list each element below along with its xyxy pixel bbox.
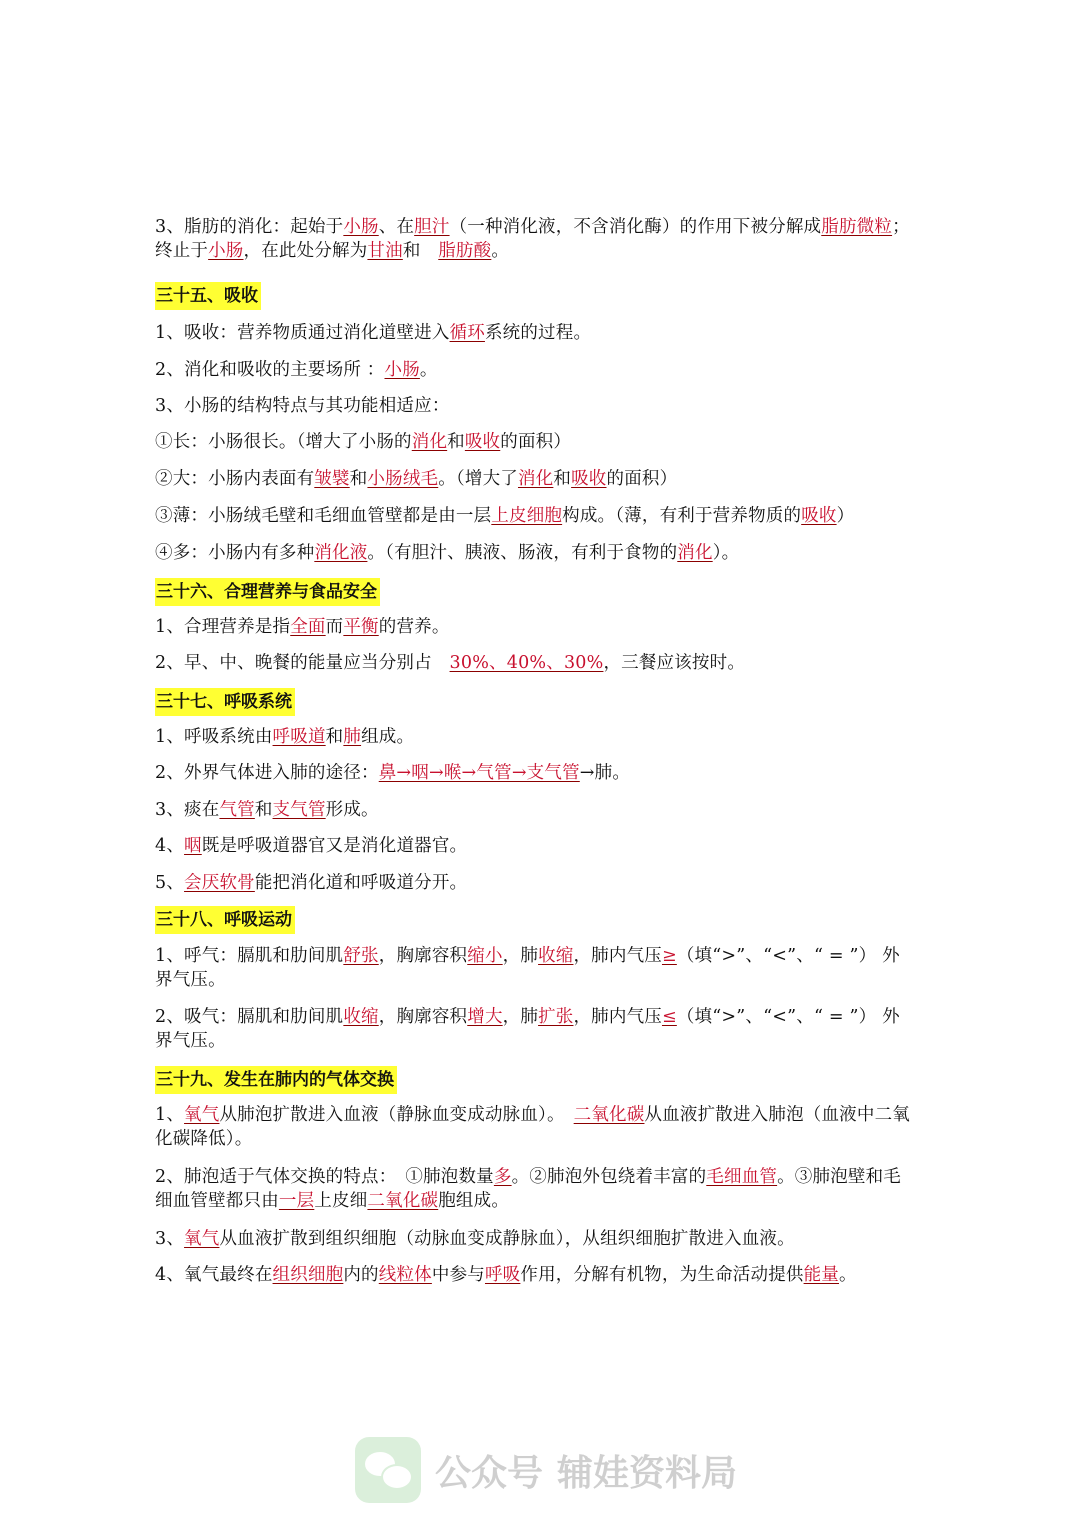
text: ，在此处分解为	[243, 241, 368, 261]
answer-blank: 舒张	[343, 946, 379, 966]
text: 从血液扩散进入肺泡（血液中二氧化碳降低）。	[155, 1105, 910, 1149]
paragraph	[155, 871, 917, 895]
text: 和	[254, 800, 273, 820]
answer-blank: 胆汁	[414, 217, 450, 237]
answer-blank: 能量	[803, 1265, 839, 1285]
answer-blank: 小肠	[343, 217, 379, 237]
text: →肺。	[579, 763, 631, 783]
section-heading	[155, 688, 295, 716]
text: 和	[553, 469, 572, 489]
watermark	[355, 1437, 737, 1503]
watermark-name: 辅娃资料局	[557, 1452, 738, 1494]
text: 、在	[378, 217, 415, 237]
text: 既是呼吸道器官又是消化道器官。	[201, 836, 468, 856]
text: 三十六、合理营养与食品安全	[156, 582, 377, 602]
answer-blank: 平衡	[343, 617, 379, 637]
text: 。	[491, 241, 510, 261]
text: 3、痰在	[155, 800, 220, 820]
answer-blank: 咽	[184, 836, 202, 856]
text: 5、	[155, 873, 185, 893]
text: 。③肺泡壁和毛细血管壁都只由	[155, 1167, 902, 1211]
answer-blank: 皱襞	[314, 469, 350, 489]
text: ，肺	[502, 946, 539, 966]
text: 三十九、发生在肺内的气体交换	[156, 1070, 394, 1090]
answer-blank: 二氧化碳	[367, 1191, 439, 1211]
text: 。（增大了	[438, 469, 518, 489]
answer-blank: 肺	[343, 727, 362, 747]
paragraph	[155, 725, 917, 749]
text: ①长：小肠很长。（增大了小肠的	[155, 432, 412, 452]
watermark-label: 公众号	[435, 1452, 544, 1494]
text: 1、合理营养是指	[155, 617, 291, 637]
answer-blank: 消化	[517, 469, 554, 489]
text: 系统的过程。	[484, 323, 592, 343]
paragraph	[155, 615, 917, 639]
paragraph	[155, 430, 917, 454]
text: 1、	[155, 1105, 185, 1125]
paragraph	[155, 358, 917, 382]
answer-blank: ≤	[661, 1007, 677, 1027]
answer-blank: 增大	[467, 1007, 503, 1027]
paragraph	[155, 394, 917, 418]
answer-blank: 小肠	[208, 241, 244, 261]
paragraph	[155, 215, 917, 263]
text: 的营养。	[378, 617, 450, 637]
text: 中参与	[431, 1265, 485, 1285]
text: 内的	[343, 1265, 379, 1285]
paragraph	[155, 1005, 917, 1053]
text: ）	[836, 506, 855, 526]
text: 2、肺泡适于气体交换的特点： ①肺泡数量	[155, 1167, 494, 1187]
text: 从肺泡扩散进入血液（静脉血变成动脉血）。	[219, 1105, 574, 1125]
answer-blank: 循环	[449, 323, 485, 343]
answer-blank: 吸收	[801, 506, 837, 526]
text: ）。	[712, 543, 740, 563]
text: 1、吸收：营养物质通过消化道壁进入	[155, 323, 450, 343]
answer-blank: 一层	[278, 1191, 315, 1211]
answer-blank: 呼吸道	[272, 727, 326, 747]
text: 三十七、呼吸系统	[156, 692, 292, 712]
text: 的面积）	[606, 469, 678, 489]
paragraph	[155, 944, 917, 992]
paragraph	[155, 1227, 917, 1251]
answer-blank: 消化液	[314, 543, 368, 563]
answer-blank: 会厌软骨	[184, 873, 255, 893]
answer-blank: 30%、40%、30%	[449, 653, 604, 673]
text: ②大：小肠内表面有	[155, 469, 315, 489]
text: 和	[447, 432, 465, 452]
paragraph	[155, 504, 917, 528]
text: 。（有胆汁、胰液、肠液，有利于食物的	[367, 543, 678, 563]
text: 而	[325, 617, 344, 637]
answer-blank: 多	[493, 1167, 512, 1187]
section-heading	[155, 906, 295, 934]
text: 3、脂肪的消化：起始于	[155, 217, 344, 237]
answer-blank: 鼻→咽→喉→气管→支气管	[378, 763, 580, 783]
paragraph	[155, 467, 917, 491]
paragraph	[155, 321, 917, 345]
answer-blank: ≥	[661, 946, 677, 966]
answer-blank: 脂肪微粒	[821, 217, 893, 237]
answer-blank: 扩张	[538, 1007, 574, 1027]
text: 3、	[155, 1229, 185, 1249]
answer-blank: 吸收	[464, 432, 501, 452]
text: 从血液扩散到组织细胞（动脉血变成静脉血），从组织细胞扩散进入血液。	[219, 1229, 795, 1249]
text: 和	[402, 241, 439, 261]
text: 作用，分解有机物，为生命活动提供	[520, 1265, 804, 1285]
answer-blank: 消化	[677, 543, 713, 563]
text: 2、吸气：膈肌和肋间肌	[155, 1007, 344, 1027]
text: 。	[839, 1265, 857, 1285]
text: 4、氧气最终在	[155, 1265, 273, 1285]
text: 和	[325, 727, 344, 747]
text: 。②肺泡外包绕着丰富的	[511, 1167, 707, 1187]
text: 3、小肠的结构特点与其功能相适应：	[155, 396, 450, 416]
text: （一种消化液，不含消化酶）的作用下被分解成	[449, 217, 822, 237]
answer-blank: 氧气	[184, 1105, 220, 1125]
text: 上皮细	[314, 1191, 368, 1211]
text: （填“>”、“<”、“ = ”） 外界气压。	[155, 1007, 900, 1051]
paragraph	[155, 651, 917, 675]
paragraph	[155, 761, 917, 785]
text: ，肺	[502, 1007, 539, 1027]
text: 胞组成。	[438, 1191, 510, 1211]
text: ，胸廓容积	[378, 946, 468, 966]
answer-blank: 脂肪酸	[438, 241, 492, 261]
text: 1、呼气：膈肌和肋间肌	[155, 946, 344, 966]
answer-blank: 毛细血管	[706, 1167, 778, 1187]
paragraph	[155, 834, 917, 858]
answer-blank: 支气管	[272, 800, 326, 820]
section-heading	[155, 1066, 397, 1094]
paragraph	[155, 798, 917, 822]
answer-blank: 气管	[219, 800, 255, 820]
text: ，胸廓容积	[378, 1007, 468, 1027]
text: 能把消化道和呼吸道分开。	[254, 873, 468, 893]
text: 的面积）	[500, 432, 572, 452]
answer-blank: 组织细胞	[272, 1265, 344, 1285]
text: ④多：小肠内有多种	[155, 543, 315, 563]
answer-blank: 呼吸	[484, 1265, 521, 1285]
answer-blank: 小肠	[384, 360, 420, 380]
text: 三十八、呼吸运动	[156, 910, 292, 930]
paragraph	[155, 1103, 917, 1151]
text: 构成。（薄，有利于营养物质的	[562, 506, 802, 526]
paragraph	[155, 1263, 917, 1287]
text: 1、呼吸系统由	[155, 727, 273, 747]
text: 三十五、吸收	[156, 286, 258, 306]
answer-blank: 缩小	[467, 946, 503, 966]
answer-blank: 消化	[411, 432, 448, 452]
text: 和	[349, 469, 368, 489]
text: ，肺内气压	[573, 946, 662, 966]
answer-blank: 甘油	[367, 241, 403, 261]
text: （填“>”、“<”、“ = ”） 外界气压。	[155, 946, 900, 990]
text: ，肺内气压	[573, 1007, 662, 1027]
answer-blank: 氧气	[184, 1229, 220, 1249]
wechat-icon	[355, 1437, 421, 1503]
answer-blank: 吸收	[571, 469, 607, 489]
section-heading	[155, 578, 380, 606]
paragraph	[155, 1165, 917, 1213]
text: 4、	[155, 836, 185, 856]
text: 2、外界气体进入肺的途径：	[155, 763, 379, 783]
text: 形成。	[325, 800, 379, 820]
answer-blank: 小肠绒毛	[367, 469, 439, 489]
text: ③薄：小肠绒毛壁和毛细血管壁都是由一层	[155, 506, 492, 526]
text: ；终止于	[155, 217, 910, 261]
answer-blank: 收缩	[343, 1007, 379, 1027]
text: 2、早、中、晚餐的能量应当分别占	[155, 653, 450, 673]
answer-blank: 上皮细胞	[491, 506, 563, 526]
text: 。	[419, 360, 438, 380]
text: 组成。	[361, 727, 415, 747]
text: ，三餐应该按时。	[603, 653, 746, 673]
answer-blank: 收缩	[538, 946, 574, 966]
answer-blank: 线粒体	[378, 1265, 432, 1285]
section-heading	[155, 282, 261, 310]
answer-blank: 二氧化碳	[573, 1105, 645, 1125]
paragraph	[155, 541, 917, 565]
answer-blank: 全面	[290, 617, 326, 637]
text: 2、消化和吸收的主要场所 ：	[155, 360, 385, 380]
